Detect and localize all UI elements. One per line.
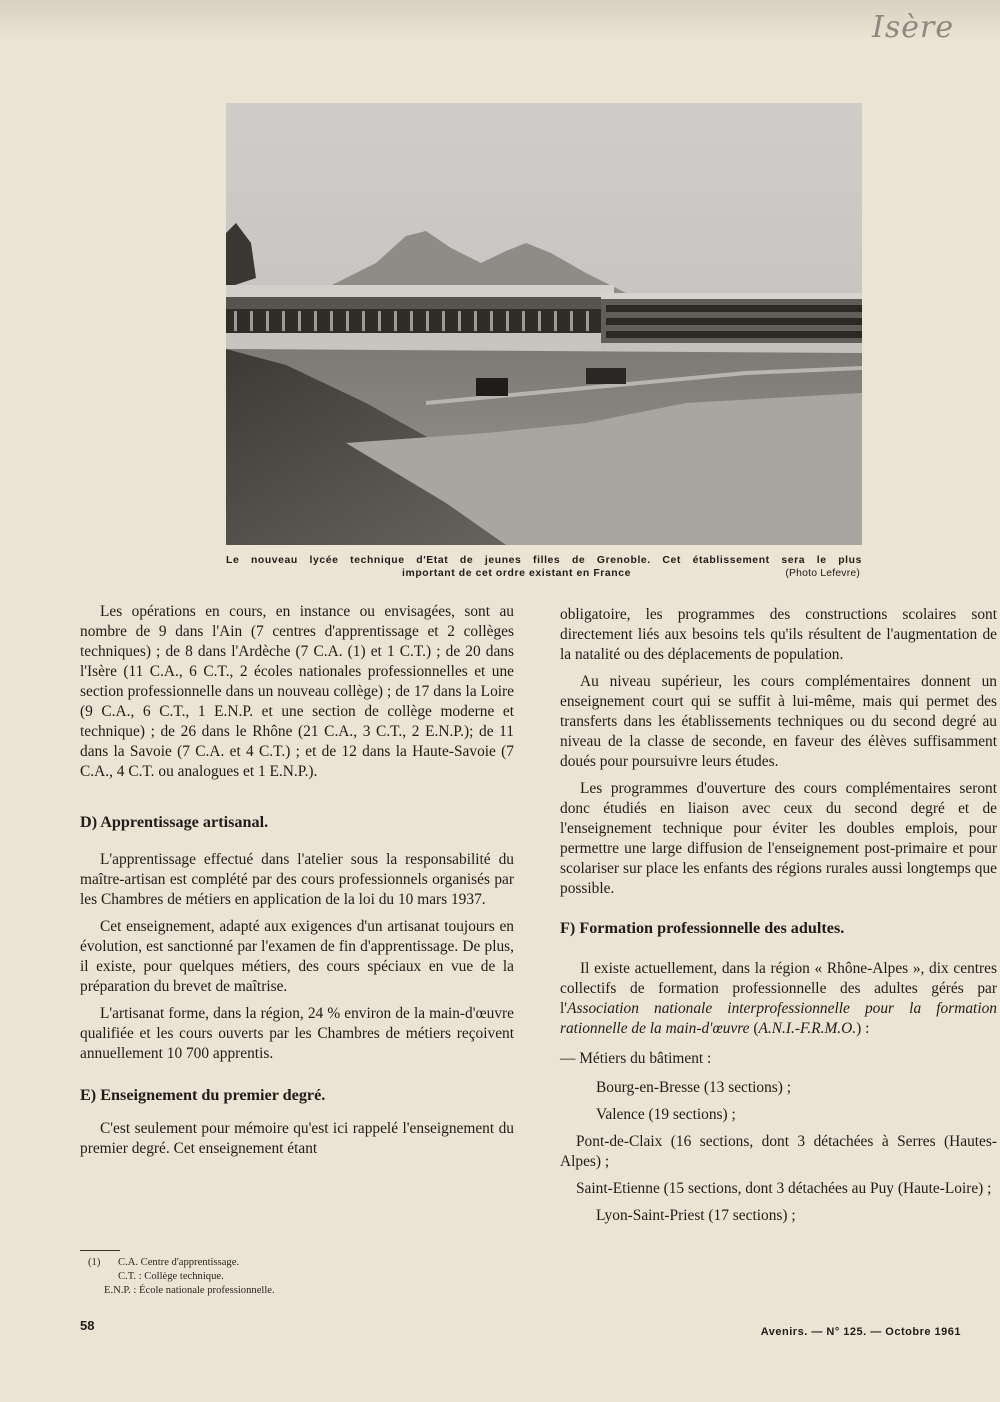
photo-caption-line-1: Le nouveau lycée technique d'Etat de jeunes filles de Grenoble. Cet établissement sera le plus — [226, 555, 862, 566]
section-e-heading: E) Enseignement du premier degré. — [80, 1086, 326, 1104]
section-f-heading: F) Formation professionnelle des adultes. — [560, 919, 845, 937]
right-paragraph-2: Au niveau supérieur, les cours complémentaires donnent un enseignement court qui se suffit à lui-même, mais qui permet des transferts dans les établissements techniques ou du second degré au niveau de la classe de seconde, en faveur des élèves suffisamment doués pour poursuivre leurs études. — [560, 673, 997, 770]
photo-caption-line-2 — [226, 567, 862, 580]
section-d-paragraph-3: L'artisanat forme, dans la région, 24 % environ de la main-d'œuvre qualifiée et les cours ouverts par les Chambres de métiers reçoivent annuellement 10 700 apprentis. — [80, 1005, 514, 1062]
association-acronym: A.N.I.-F.R.M.O. — [758, 1020, 857, 1037]
section-f-text-end: ) : — [856, 1020, 870, 1037]
footnote-ct: C.T. : Collège technique. — [118, 1271, 224, 1282]
section-d-paragraph-1: L'apprentissage effectué dans l'atelier sous la responsabilité du maître-artisan est complété par des cours professionnels organisés par les Chambres de métiers en application de la loi du 10 mars 1937. — [80, 851, 514, 908]
photo-caption-text: important de cet ordre existant en France — [402, 568, 632, 579]
page-top-strip — [0, 0, 1000, 40]
intro-paragraph: Les opérations en cours, en instance ou envisagées, sont au nombre de 9 dans l'Ain (7 centres d'apprentissage et 2 collèges techniques) ; de 8 dans l'Ardèche (7 C.A. (1) et 1 C.T.) ; de 20 dans l'Isère (11 C.A., 6 C.T., 2 écoles nationales professionnelles et une section professionnelle dans un nouveau collège) ; de 17 dans la Loire (9 C.A., 6 C.T., 1 E.N.P. et une section de collège moderne et technique) ; de 26 dans le Rhône (21 C.A., 3 C.T., 2 E.N.P.); de 11 dans la Savoie (7 C.A. et 4 C.T.) ; et de 12 dans la Haute-Savoie (7 C.A., 4 C.T. ou analogues et 1 E.N.P.). — [80, 603, 514, 780]
trades-heading: — Métiers du bâtiment : — [560, 1050, 712, 1067]
footnote-ca: C.A. Centre d'apprentissage. — [118, 1257, 240, 1268]
section-d-paragraph-2: Cet enseignement, adapté aux exigences d'un artisanat toujours en évolution, est sanctionné par l'examen de fin d'apprentissage. De plus, il existe, pour quelques métiers, des cours spéciaux en vue de la préparation du brevet de maîtrise. — [80, 918, 514, 995]
section-e-paragraph-1: C'est seulement pour mémoire qu'est ici rappelé l'enseignement du premier degré. Cet enseignement étant — [80, 1120, 514, 1157]
footnote-rule — [80, 1250, 120, 1251]
footnote-line-2 — [88, 1270, 275, 1284]
running-footer: Avenirs. — N° 125. — Octobre 1961 — [760, 1326, 961, 1338]
right-paragraph-1: obligatoire, les programmes des constructions scolaires sont directement liés aux besoins tels qu'ils résultent de l'augmentation de la natalité ou des déplacements de population. — [560, 606, 997, 663]
footnote-enp: E.N.P. : École nationale professionnelle. — [104, 1285, 275, 1296]
school-photo — [226, 103, 862, 545]
photo-credit: (Photo Lefevre) — [785, 568, 860, 579]
footnote-line-1 — [88, 1256, 275, 1270]
centre-valence: Valence (19 sections) ; — [596, 1106, 736, 1123]
centre-saint-etienne: Saint-Etienne (15 sections, dont 3 détachées au Puy (Haute-Loire) ; — [576, 1180, 992, 1197]
page-number: 58 — [80, 1318, 95, 1333]
centre-pont-de-claix: Pont-de-Claix (16 sections, dont 3 détachées à Serres (Hautes-Alpes) ; — [560, 1133, 997, 1170]
footnotes — [88, 1256, 275, 1298]
section-f-paragraph-1 — [560, 959, 997, 1039]
centre-bourg-en-bresse: Bourg-en-Bresse (13 sections) ; — [596, 1079, 792, 1096]
footnote-line-3 — [88, 1284, 275, 1298]
left-column — [80, 602, 514, 1166]
footnote-marker: (1) — [88, 1257, 101, 1268]
centre-lyon-saint-priest: Lyon-Saint-Priest (17 sections) ; — [596, 1207, 796, 1224]
photo-caption — [226, 554, 862, 580]
association-name: Association nationale interprofessionnelle pour la formation rationnelle de la main-d'œuvre — [560, 1000, 997, 1037]
right-paragraph-3: Les programmes d'ouverture des cours complémentaires seront donc étudiés en liaison avec ceux du second degré et de l'enseignement technique pour éviter les doubles emplois, pour permettre une large diffusion de l'enseignement post-primaire et pour scolariser sur place les enfants des régions rurales aussi longtemps que possible. — [560, 780, 997, 897]
right-column — [560, 605, 997, 1233]
section-d-heading: D) Apprentissage artisanal. — [80, 813, 269, 831]
section-f-text-start: Il existe actuellement, dans la région « Rhône-Alpes », dix centres collectifs de formation professionnelle des adultes gérés par l' — [560, 960, 997, 1017]
section-f-open-paren: ( — [749, 1020, 759, 1037]
handwritten-note: Isère — [872, 10, 955, 45]
